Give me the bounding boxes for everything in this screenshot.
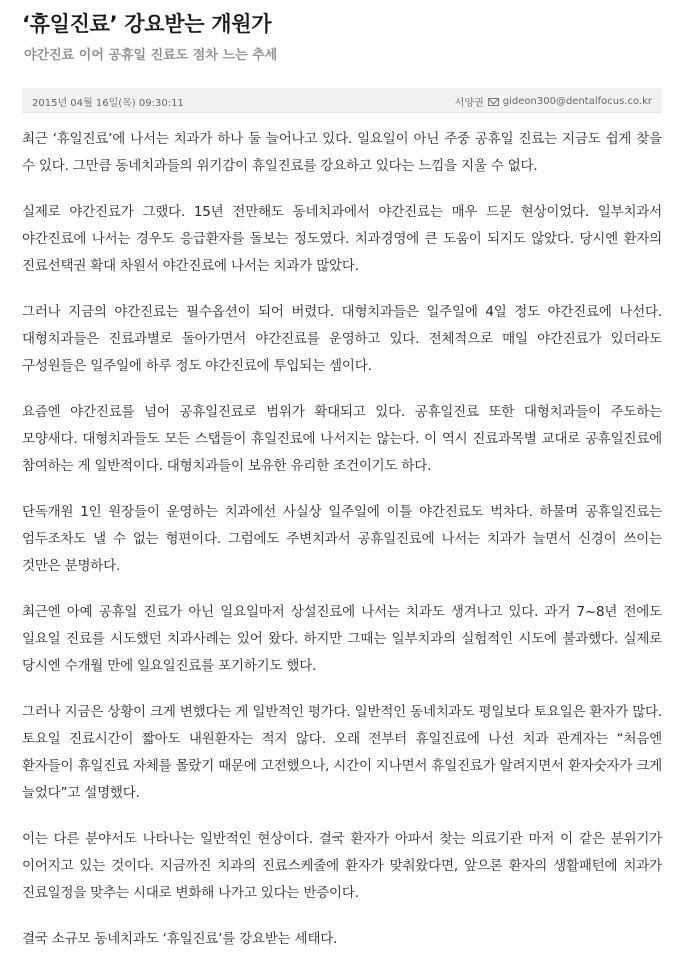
article-subtitle: 야간진료 이어 공휴일 진료도 점차 느는 추세 (24, 48, 278, 63)
article-paragraph: 단독개원 1인 원장들이 운영하는 치과에선 사실상 일주일에 이틀 야간진료도 벅차다. 하물며 공휴일진료는 엄두조차도 낼 수 없는 형편이다. 그럼에도 주변치과서 공휴일진료에 나서는 치과가 늘면서 신경이 쓰이는 것만은 분명하다. (22, 504, 662, 574)
article-paragraph: 요즘엔 야간진료를 넘어 공휴일진료로 범위가 확대되고 있다. 공휴일진료 또한 대형치과들이 주도하는 모양새다. 대형치과들도 모든 스탭들이 휴일진료에 나서지는 않는다. 이 역시 진료과목별 교대로 공휴일진료에 참여하는 게 일반적이다. 대형치과들이 보유한 유리한 조건이기도 하다. (22, 404, 662, 474)
author-email-link[interactable]: gideon300@dentalfocus.co.kr (502, 96, 652, 107)
article-paragraph: 최근 ‘휴일진료’에 나서는 치과가 하나 둘 늘어나고 있다. 일요일이 아닌 주중 공휴일 진료는 지금도 쉽게 찾을 수 있다. 그만큼 동네치과들의 위기감이 휴일진료를 강요하고 있다는 느낌을 지울 수 없다. (22, 131, 662, 174)
author-name: 서양권 (454, 98, 484, 109)
article-paragraph: 결국 소규모 동네치과도 ‘휴일진료’를 강요받는 세태다. (22, 931, 338, 947)
article-paragraph: 그러나 지금은 상황이 크게 변했다는 게 일반적인 평가다. 일반적인 동네치과도 평일보다 토요일은 환자가 많다. 토요일 진료시간이 짧아도 내원환자는 적지 않다. 오래 전부터 휴일진료에 나선 치과 관계자는 “처음엔 환자들이 휴일진료 자체를 몰랐기 때문에 고전했으나, 시간이 지나면서 휴일진료가 알려지면서 환자숫자가 크게 늘었다”고 설명했다. (22, 704, 662, 801)
article-paragraph: 이는 다른 분야서도 나타나는 일반적인 현상이다. 결국 환자가 아파서 찾는 의료기관 마저 이 같은 분위기가 이어지고 있는 것이다. 지금까진 치과의 진료스케줄에 환자가 맞춰왔다면, 앞으론 환자의 생활패턴에 치과가 진료일정을 맞추는 시대로 변화해 나가고 있다는 반증이다. (22, 831, 662, 901)
article-body (22, 126, 662, 972)
article-date: 2015년 04월 16일(목) 09:30:11 (32, 98, 184, 109)
mail-icon[interactable] (488, 98, 499, 106)
article-title: ‘휴일진료’ 강요받는 개원가 (22, 12, 272, 36)
article-paragraph: 최근엔 아예 공휴일 진료가 아닌 일요일마저 상설진료에 나서는 치과도 생겨나고 있다. 과거 7~8년 전에도 일요일 진료를 시도했던 치과사례는 있어 왔다. 하지만 그때는 일부치과의 실험적인 시도에 불과했다. 실제로 당시엔 수개월 만에 일요일진료를 포기하기도 했다. (22, 604, 662, 674)
article-byline (455, 94, 652, 109)
article-paragraph: 그러나 지금의 야간진료는 필수옵션이 되어 버렸다. 대형치과들은 일주일에 4일 정도 야간진료에 나선다. 대형치과들은 진료과별로 돌아가면서 야간진료를 운영하고 있다. 전체적으로 매일 야간진료가 있더라도 구성원들은 일주일에 하루 정도 야간진료에 투입되는 셈이다. (22, 304, 662, 374)
article-meta-bar (22, 88, 662, 113)
article-paragraph: 실제로 야간진료가 그랬다. 15년 전만해도 동네치과에서 야간진료는 매우 드문 현상이었다. 일부치과서 야간진료에 나서는 경우도 응급환자를 돌보는 정도였다. 치과경영에 큰 도움이 되지도 않았다. 당시엔 환자의 진료선택권 확대 차원서 야간진료에 나서는 치과가 많았다. (22, 204, 662, 274)
